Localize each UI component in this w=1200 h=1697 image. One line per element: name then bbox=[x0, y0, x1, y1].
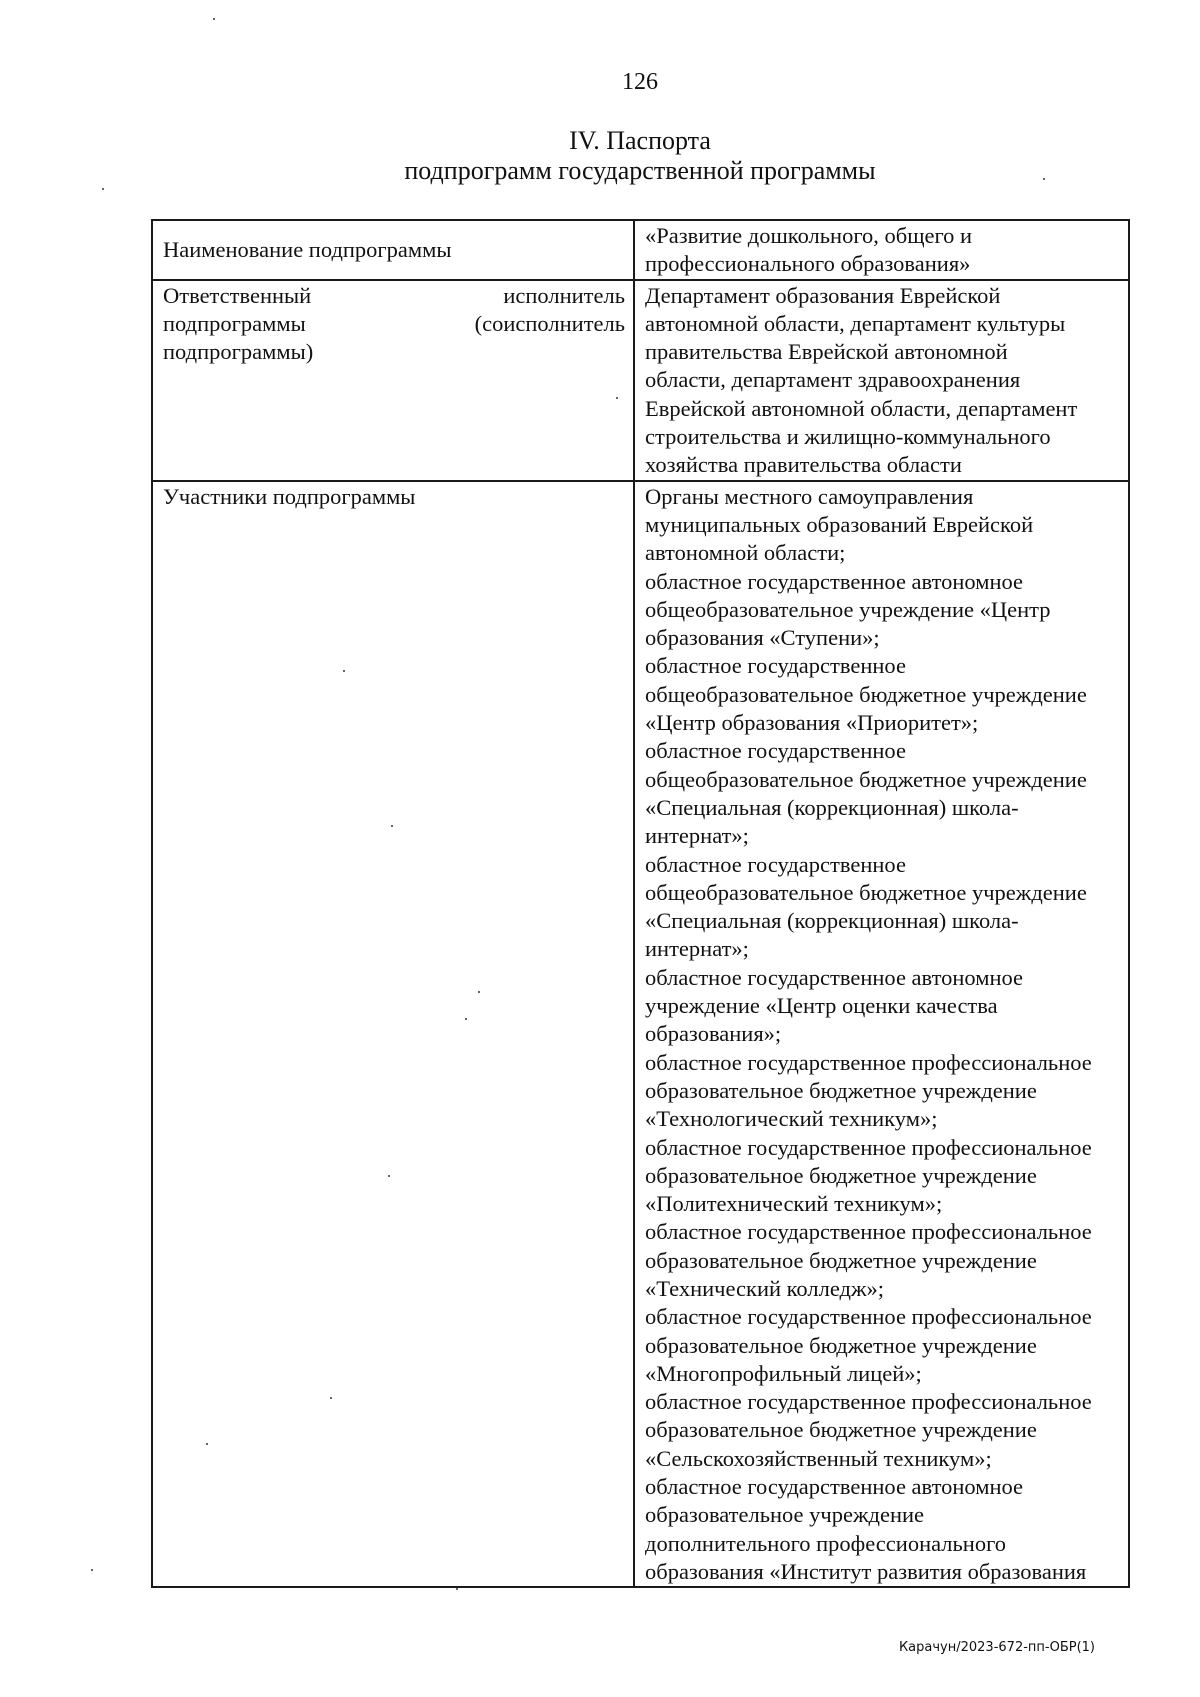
value-line: «Специальная (коррекционная) школа- bbox=[645, 794, 1019, 820]
value-line: интернат»; bbox=[645, 936, 749, 962]
value-line: общеобразовательное бюджетное учреждение bbox=[645, 879, 1087, 905]
value-line: «Специальная (коррекционная) школа- bbox=[645, 908, 1019, 934]
label-line: подпрограммы (соисполнитель bbox=[163, 310, 625, 336]
scan-speck bbox=[330, 1397, 332, 1399]
value-line: Еврейской автономной области, департамент bbox=[645, 395, 1078, 421]
value-line: образовательное учреждение bbox=[645, 1502, 925, 1528]
label-line: Ответственный исполнитель bbox=[163, 282, 625, 308]
label-line: Участники подпрограммы bbox=[163, 483, 416, 509]
value-line: общеобразовательное бюджетное учреждение bbox=[645, 766, 1087, 792]
value-line: образовательное бюджетное учреждение bbox=[645, 1332, 1037, 1358]
value-line: хозяйства правительства области bbox=[645, 452, 962, 478]
value-line: образования»; bbox=[645, 1021, 782, 1047]
value-line: правительства Еврейской автономной bbox=[645, 339, 1008, 365]
value-line: образования «Институт развития образования bbox=[645, 1558, 1087, 1584]
value-line: дополнительного профессионального bbox=[645, 1530, 1006, 1556]
scan-speck bbox=[616, 397, 618, 399]
value-line: общеобразовательное учреждение «Центр bbox=[645, 596, 1051, 622]
value-line: общеобразовательное бюджетное учреждение bbox=[645, 681, 1087, 707]
scan-speck bbox=[478, 991, 480, 993]
scan-speck bbox=[465, 1018, 467, 1020]
label-cell-subprogram-name bbox=[152, 220, 634, 280]
value-line: «Многопрофильный лицей»; bbox=[645, 1360, 922, 1386]
section-heading-line-2: подпрограмм государственной программы bbox=[404, 156, 876, 185]
value-line: «Политехнический техникум»; bbox=[645, 1191, 943, 1217]
value-line: областное государственное автономное bbox=[645, 964, 1024, 990]
value-cell-participants bbox=[634, 481, 1129, 1588]
value-line: областное государственное автономное bbox=[645, 1474, 1024, 1500]
scan-speck bbox=[388, 1175, 390, 1177]
scan-speck bbox=[102, 188, 104, 190]
value-line: областное государственное профессиональное bbox=[645, 1219, 1092, 1245]
value-line: областное государственное автономное bbox=[645, 568, 1024, 594]
label-line: подпрограммы) bbox=[163, 339, 314, 365]
page-number: 126 bbox=[622, 69, 658, 95]
table-row-participants bbox=[152, 481, 1129, 1588]
label-cell-participants bbox=[152, 481, 634, 1588]
scan-speck bbox=[343, 670, 345, 672]
value-line: областное государственное bbox=[645, 738, 906, 764]
value-line: областное государственное bbox=[645, 851, 906, 877]
value-line: областное государственное профессиональное bbox=[645, 1389, 1092, 1415]
value-line: строительства и жилищно-коммунального bbox=[645, 424, 1051, 450]
value-line: области, департамент здравоохранения bbox=[645, 367, 1021, 393]
subprogram-passport-table bbox=[151, 219, 1130, 1588]
scan-speck bbox=[1043, 178, 1045, 180]
scan-speck bbox=[213, 18, 215, 20]
value-line: образования «Ступени»; bbox=[645, 625, 880, 651]
value-cell-subprogram-name bbox=[634, 220, 1129, 280]
value-line: областное государственное bbox=[645, 653, 906, 679]
section-heading-line-1: IV. Паспорта bbox=[569, 126, 711, 155]
value-line: «Сельскохозяйственный техникум»; bbox=[645, 1445, 992, 1471]
label-line: Наименование подпрограммы bbox=[163, 237, 452, 263]
table-row-subprogram-name bbox=[152, 220, 1129, 280]
value-line: образовательное бюджетное учреждение bbox=[645, 1162, 1037, 1188]
scan-speck bbox=[391, 825, 393, 827]
scan-speck bbox=[206, 1443, 208, 1445]
value-cell-responsible-executor bbox=[634, 280, 1129, 481]
document-registration-stamp: Карачун/2023-672-пп-ОБР(1) bbox=[898, 1640, 1095, 1655]
value-line: муниципальных образований Еврейской bbox=[645, 511, 1034, 537]
value-line: Органы местного самоуправления bbox=[645, 483, 974, 509]
value-line: «Развитие дошкольного, общего и bbox=[645, 223, 973, 248]
label-cell-responsible-executor bbox=[152, 280, 634, 481]
value-line: образовательное бюджетное учреждение bbox=[645, 1077, 1037, 1103]
value-line: «Технологический техникум»; bbox=[645, 1106, 938, 1132]
value-line: «Центр образования «Приоритет»; bbox=[645, 710, 979, 736]
value-line: Департамент образования Еврейской bbox=[645, 282, 1001, 308]
value-line: профессионального образования» bbox=[645, 251, 971, 277]
value-line: областное государственное профессиональное bbox=[645, 1134, 1092, 1160]
value-line: автономной области; bbox=[645, 540, 846, 566]
value-line: областное государственное профессиональное bbox=[645, 1304, 1092, 1330]
table-row-responsible-executor bbox=[152, 280, 1129, 481]
value-line: автономной области, департамент культуры bbox=[645, 310, 1066, 336]
value-line: «Технический колледж»; bbox=[645, 1275, 885, 1301]
value-line: областное государственное профессиональное bbox=[645, 1049, 1092, 1075]
scan-speck bbox=[456, 1588, 458, 1590]
scan-speck bbox=[91, 1569, 93, 1571]
value-line: учреждение «Центр оценки качества bbox=[645, 993, 998, 1019]
value-line: образовательное бюджетное учреждение bbox=[645, 1417, 1037, 1443]
value-line: образовательное бюджетное учреждение bbox=[645, 1247, 1037, 1273]
section-heading bbox=[0, 126, 1200, 186]
value-line: интернат»; bbox=[645, 823, 749, 849]
